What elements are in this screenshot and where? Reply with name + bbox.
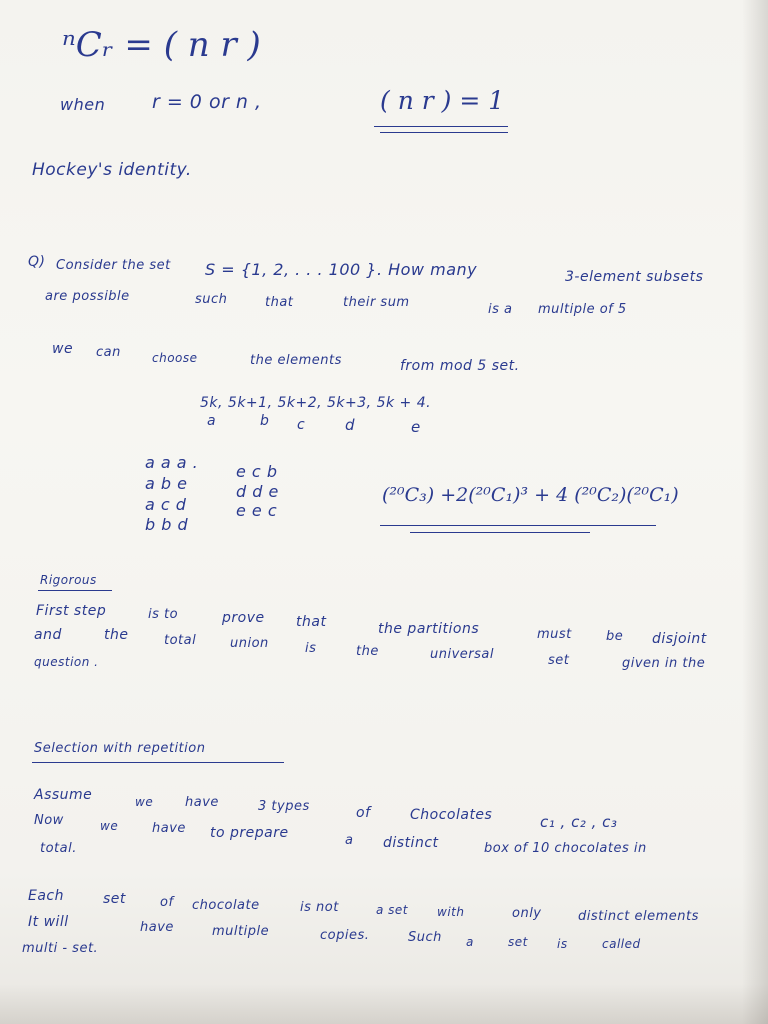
count-formula: (²⁰C₃) +2(²⁰C₁)³ + 4 (²⁰C₂)(²⁰C₁) xyxy=(382,484,679,506)
rigorous-line1-h: disjoint xyxy=(652,631,707,647)
selection-line2-f: distinct xyxy=(383,835,439,851)
rigorous-line1-e: the partitions xyxy=(378,621,480,637)
rigorous-line1-g: be xyxy=(606,629,624,644)
question-line1: Consider the set xyxy=(56,258,171,273)
multiset-line2-a: It will xyxy=(28,914,69,930)
multiset-line2-d: copies. xyxy=(320,928,370,943)
selection-line1-e: of xyxy=(356,805,371,821)
selection-line1-f: Chocolates xyxy=(410,807,493,823)
multiset-line1-i: distinct elements xyxy=(578,909,699,924)
selection-line2-b: we xyxy=(100,819,119,833)
selection-line2-a: Now xyxy=(34,813,64,828)
combo-left-1: a a a . xyxy=(145,453,199,472)
rigorous-line1-f: must xyxy=(537,627,572,642)
combo-left-2: a b e xyxy=(145,474,188,493)
rigorous-line2-f: the xyxy=(356,644,379,659)
multiset-line1-b: set xyxy=(103,891,126,907)
selection-line2-e: a xyxy=(345,833,354,848)
rigorous-underline xyxy=(38,590,112,591)
choose-line-a: we xyxy=(52,341,74,357)
rigorous-line1-c: prove xyxy=(222,610,265,626)
residue-letter-a: a xyxy=(207,413,217,429)
binomial-definition: ⁿCᵣ = ( n r ) xyxy=(62,25,261,65)
hockey-heading: Hockey's identity. xyxy=(32,160,192,180)
multiset-line2-h: is xyxy=(557,937,568,951)
rigorous-heading: Rigorous xyxy=(40,573,97,587)
multiset-line1-c: of xyxy=(160,895,174,910)
selection-line2-c: have xyxy=(152,821,186,836)
rigorous-line2-i: given in the xyxy=(622,656,706,671)
selection-line2-d: to prepare xyxy=(210,825,289,841)
multiset-line2-c: multiple xyxy=(212,924,270,939)
multiset-line1-g: with xyxy=(437,905,465,919)
selection-line1-b: we xyxy=(135,795,154,809)
choose-line-b: can xyxy=(96,345,121,360)
question-set: S = {1, 2, . . . 100 }. How many xyxy=(205,260,478,279)
question-subsets: 3-element subsets xyxy=(565,269,704,285)
choose-line-c: choose xyxy=(152,351,198,365)
selection-line3: total. xyxy=(40,841,77,856)
selection-line1-a: Assume xyxy=(34,787,93,803)
selection-line1-d: 3 types xyxy=(258,799,310,814)
rigorous-line2-d: union xyxy=(230,636,269,651)
combo-right-3: e e c xyxy=(236,501,278,520)
question-line2-d: their sum xyxy=(343,295,410,310)
formula-underline-1 xyxy=(380,525,656,526)
selection-line1-c: have xyxy=(185,795,219,810)
combo-right-2: d d e xyxy=(236,482,279,501)
choose-line-e: from mod 5 set. xyxy=(400,358,520,374)
when-condition: r = 0 or n , xyxy=(152,91,262,113)
rigorous-line2-h: set xyxy=(548,653,570,668)
result-underline-1 xyxy=(374,126,508,127)
residue-letter-e: e xyxy=(411,418,421,436)
multiset-line1-e: is not xyxy=(300,900,339,915)
when-result: ( n r ) = 1 xyxy=(380,86,505,115)
formula-underline-2 xyxy=(410,532,590,533)
selection-heading: Selection with repetition xyxy=(34,741,206,756)
multiset-line1-h: only xyxy=(512,906,542,921)
multiset-line1-a: Each xyxy=(28,888,64,904)
multiset-line2-i: called xyxy=(602,937,641,951)
rigorous-line2-e: is xyxy=(305,641,317,656)
multiset-line1-f: a set xyxy=(376,903,409,917)
combo-left-3: a c d xyxy=(145,495,187,514)
rigorous-line2-a: and xyxy=(34,627,62,643)
combo-right-1: e c b xyxy=(236,462,278,481)
rigorous-line2-c: total xyxy=(164,633,197,648)
rigorous-line2-b: the xyxy=(104,627,129,643)
when-label: when xyxy=(60,95,106,114)
rigorous-line1-b: is to xyxy=(148,607,179,622)
selection-underline xyxy=(32,762,284,763)
combo-left-4: b b d xyxy=(145,515,189,534)
page-bottom-shadow xyxy=(0,984,768,1024)
residue-letter-b: b xyxy=(260,413,270,429)
question-line2-b: such xyxy=(195,292,228,307)
multiset-line2-b: have xyxy=(140,920,174,935)
residue-classes: 5k, 5k+1, 5k+2, 5k+3, 5k + 4. xyxy=(200,395,432,411)
question-line2-e: is a xyxy=(488,302,513,317)
rigorous-line1-a: First step xyxy=(36,603,107,619)
question-line2-f: multiple of 5 xyxy=(538,302,627,317)
multiset-line3: multi - set. xyxy=(22,941,99,956)
multiset-line2-g: set xyxy=(508,935,528,949)
residue-letter-d: d xyxy=(345,416,356,434)
result-underline-2 xyxy=(380,132,508,133)
multiset-line1-d: chocolate xyxy=(192,898,260,913)
question-line2-c: that xyxy=(265,295,294,310)
rigorous-line3: question . xyxy=(34,655,99,669)
selection-line2-g: box of 10 chocolates in xyxy=(484,841,647,856)
rigorous-line1-d: that xyxy=(296,614,327,630)
multiset-line2-f: a xyxy=(466,935,474,949)
selection-line1-g: c₁ , c₂ , c₃ xyxy=(540,813,618,831)
residue-letter-c: c xyxy=(297,417,306,433)
question-label: Q) xyxy=(28,254,46,270)
rigorous-line2-g: universal xyxy=(430,647,494,662)
question-line2-a: are possible xyxy=(45,289,130,304)
choose-line-d: the elements xyxy=(250,353,342,368)
multiset-line2-e: Such xyxy=(408,930,442,945)
